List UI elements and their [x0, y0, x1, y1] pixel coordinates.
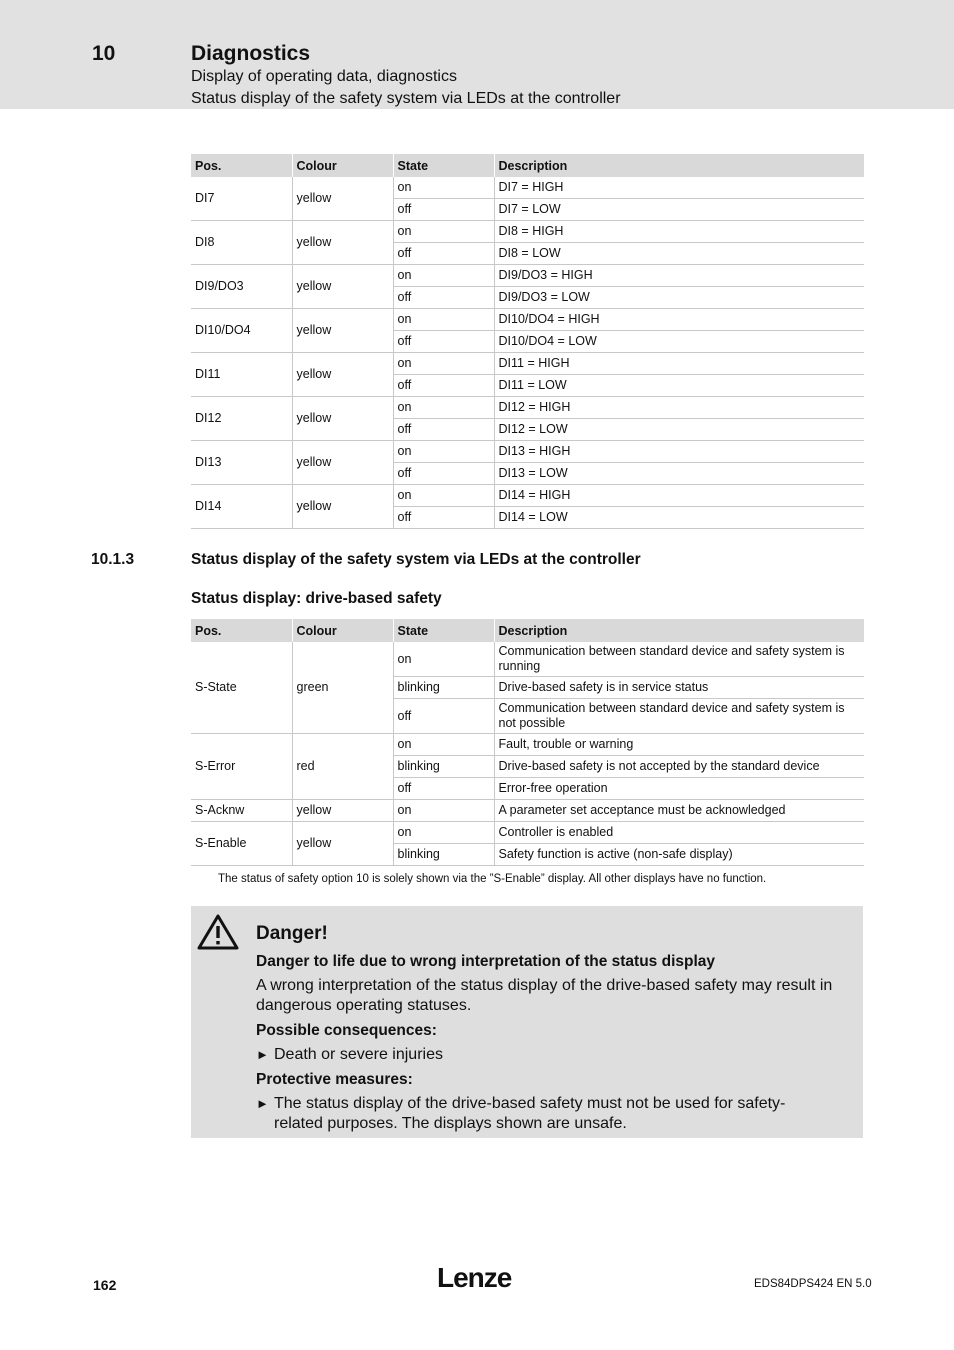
chapter-subtitle-1: Display of operating data, diagnostics	[191, 68, 457, 85]
column-header-pos: Pos.	[191, 619, 292, 642]
danger-text: A wrong interpretation of the status display of the drive-based safety may result in dangerous operating statuses.	[256, 977, 833, 1014]
cell-pos: S-Error	[191, 734, 292, 800]
cell-colour: yellow	[292, 800, 393, 822]
cell-description: DI14 = HIGH	[494, 485, 864, 507]
cell-state: on	[393, 822, 494, 844]
cell-state: on	[393, 177, 494, 199]
section-title: Status display of the safety system via LEDs at the controller	[191, 551, 641, 568]
cell-description: DI7 = HIGH	[494, 177, 864, 199]
cell-colour: red	[292, 734, 393, 800]
cell-colour: yellow	[292, 309, 393, 353]
cell-colour: green	[292, 642, 393, 734]
cell-state: on	[393, 800, 494, 822]
cell-description: DI13 = LOW	[494, 463, 864, 485]
cell-pos: DI12	[191, 397, 292, 441]
cell-description: DI14 = LOW	[494, 507, 864, 529]
table-row	[191, 800, 864, 822]
table-row	[191, 734, 864, 756]
danger-title: Danger!	[256, 923, 328, 944]
cell-description: Error-free operation	[494, 778, 864, 800]
cell-state: on	[393, 221, 494, 243]
cell-description: Safety function is active (non-safe display)	[494, 844, 864, 866]
column-header-pos: Pos.	[191, 154, 292, 177]
cell-state: on	[393, 485, 494, 507]
table-row	[191, 397, 864, 419]
cell-colour: yellow	[292, 485, 393, 529]
measure-item	[256, 1094, 816, 1134]
cell-state: on	[393, 353, 494, 375]
document-id: EDS84DPS424 EN 5.0	[754, 1278, 872, 1290]
cell-state: off	[393, 243, 494, 265]
cell-pos: S-Enable	[191, 822, 292, 866]
cell-state: on	[393, 441, 494, 463]
table-header-row	[191, 154, 864, 177]
cell-state: on	[393, 397, 494, 419]
table-note: The status of safety option 10 is solely shown via the ”S-Enable” display. All other displays have no function.	[218, 873, 767, 885]
cell-state: off	[393, 287, 494, 309]
column-header-colour: Colour	[292, 619, 393, 642]
digital-input-led-table	[191, 154, 865, 529]
cell-colour: yellow	[292, 265, 393, 309]
consequence-text: Death or severe injuries	[274, 1046, 443, 1063]
lenze-logo: Lenze	[437, 1262, 512, 1293]
cell-pos: DI8	[191, 221, 292, 265]
table-row	[191, 485, 864, 507]
table-row	[191, 265, 864, 287]
cell-description: DI9/DO3 = LOW	[494, 287, 864, 309]
cell-description: Controller is enabled	[494, 822, 864, 844]
cell-description: DI13 = HIGH	[494, 441, 864, 463]
cell-colour: yellow	[292, 177, 393, 221]
cell-state: off	[393, 375, 494, 397]
cell-description: DI11 = HIGH	[494, 353, 864, 375]
bullet-arrow-icon: ►	[256, 1096, 269, 1111]
table-row	[191, 441, 864, 463]
cell-state: on	[393, 309, 494, 331]
cell-state: on	[393, 265, 494, 287]
table-row	[191, 221, 864, 243]
cell-colour: yellow	[292, 397, 393, 441]
cell-colour: yellow	[292, 353, 393, 397]
table-row	[191, 822, 864, 844]
cell-pos: S-State	[191, 642, 292, 734]
section-number: 10.1.3	[91, 551, 135, 568]
chapter-title: Diagnostics	[191, 42, 311, 65]
column-header-state: State	[393, 619, 494, 642]
cell-state: on	[393, 734, 494, 756]
cell-description: DI9/DO3 = HIGH	[494, 265, 864, 287]
cell-pos: DI13	[191, 441, 292, 485]
cell-pos: DI9/DO3	[191, 265, 292, 309]
safety-led-table	[191, 619, 865, 866]
table-header-row	[191, 619, 864, 642]
table-row	[191, 642, 864, 677]
sub-heading: Status display: drive-based safety	[191, 590, 442, 607]
measures-label: Protective measures:	[256, 1071, 413, 1088]
column-header-state: State	[393, 154, 494, 177]
cell-colour: yellow	[292, 221, 393, 265]
cell-description: Communication between standard device and safety system is not possible	[494, 699, 864, 734]
cell-state: off	[393, 507, 494, 529]
cell-state: blinking	[393, 756, 494, 778]
cell-pos: DI7	[191, 177, 292, 221]
cell-description: DI7 = LOW	[494, 199, 864, 221]
cell-description: DI10/DO4 = LOW	[494, 331, 864, 353]
cell-pos: DI11	[191, 353, 292, 397]
cell-state: on	[393, 642, 494, 677]
table-row	[191, 353, 864, 375]
cell-pos: DI10/DO4	[191, 309, 292, 353]
cell-state: off	[393, 199, 494, 221]
chapter-number: 10	[92, 42, 116, 65]
cell-description: Communication between standard device and safety system is running	[494, 642, 864, 677]
cell-pos: DI14	[191, 485, 292, 529]
cell-state: off	[393, 331, 494, 353]
cell-state: off	[393, 699, 494, 734]
cell-pos: S-Acknw	[191, 800, 292, 822]
cell-state: blinking	[393, 677, 494, 699]
cell-description: DI11 = LOW	[494, 375, 864, 397]
danger-heading: Danger to life due to wrong interpretation of the status display	[256, 953, 716, 970]
cell-state: off	[393, 778, 494, 800]
cell-description: DI12 = HIGH	[494, 397, 864, 419]
cell-colour: yellow	[292, 441, 393, 485]
column-header-description: Description	[494, 154, 864, 177]
cell-description: Drive-based safety is in service status	[494, 677, 864, 699]
cell-description: A parameter set acceptance must be acknowledged	[494, 800, 864, 822]
column-header-colour: Colour	[292, 154, 393, 177]
cell-state: off	[393, 463, 494, 485]
table-row	[191, 309, 864, 331]
consequence-item	[256, 1045, 443, 1065]
cell-description: DI8 = LOW	[494, 243, 864, 265]
cell-description: Drive-based safety is not accepted by the standard device	[494, 756, 864, 778]
chapter-subtitle-2: Status display of the safety system via LEDs at the controller	[191, 90, 621, 107]
cell-state: blinking	[393, 844, 494, 866]
cell-description: Fault, trouble or warning	[494, 734, 864, 756]
table-row	[191, 177, 864, 199]
page-number: 162	[93, 1277, 117, 1293]
consequences-label: Possible consequences:	[256, 1022, 437, 1039]
warning-triangle-icon	[196, 913, 240, 951]
cell-colour: yellow	[292, 822, 393, 866]
cell-state: off	[393, 419, 494, 441]
cell-description: DI10/DO4 = HIGH	[494, 309, 864, 331]
measure-text: The status display of the drive-based safety must not be used for safety-related purposes. The displays shown are unsafe.	[274, 1095, 786, 1132]
cell-description: DI12 = LOW	[494, 419, 864, 441]
column-header-description: Description	[494, 619, 864, 642]
bullet-arrow-icon: ►	[256, 1047, 269, 1062]
cell-description: DI8 = HIGH	[494, 221, 864, 243]
